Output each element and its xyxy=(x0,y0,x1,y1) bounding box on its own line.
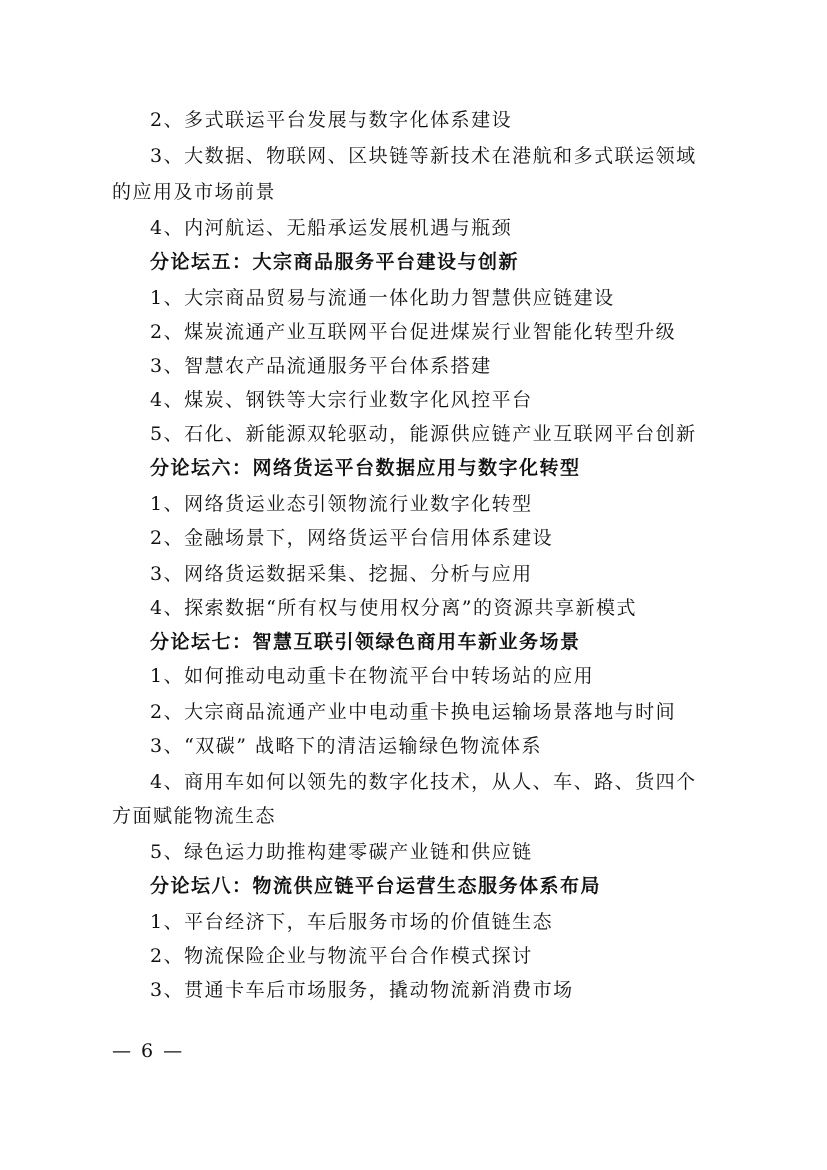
text-line: 4、煤炭、钢铁等大宗行业数字化风控平台 xyxy=(150,389,533,411)
text-line: 3、贯通卡车后市场服务，撬动物流新消费市场 xyxy=(150,979,574,1001)
text-line: 2、金融场景下，网络货运平台信用体系建设 xyxy=(150,527,554,549)
text-line: 1、网络货运业态引领物流行业数字化转型 xyxy=(150,493,533,515)
text-line: 3、网络货运数据采集、挖掘、分析与应用 xyxy=(150,563,533,585)
text-line: 3、大数据、物联网、区块链等新技术在港航和多式联运领域 xyxy=(150,145,697,167)
text-line: 4、商用车如何以领先的数字化技术，从人、车、路、货四个 xyxy=(150,771,697,793)
text-line: 5、石化、新能源双轮驱动，能源供应链产业互联网平台创新 xyxy=(150,423,697,445)
text-line: 3、智慧农产品流通服务平台体系搭建 xyxy=(150,355,492,377)
section-heading: 分论坛六：网络货运平台数据应用与数字化转型 xyxy=(150,457,581,479)
text-line: 1、如何推动电动重卡在物流平台中转场站的应用 xyxy=(150,665,595,687)
text-line: 的应用及市场前景 xyxy=(112,181,277,203)
section-heading: 分论坛七：智慧互联引领绿色商用车新业务场景 xyxy=(150,631,581,653)
text-line: 4、内河航运、无船承运发展机遇与瓶颈 xyxy=(150,217,513,239)
text-line: 1、平台经济下，车后服务市场的价值链生态 xyxy=(150,911,554,933)
text-line: 4、探索数据“所有权与使用权分离”的资源共享新模式 xyxy=(150,597,638,619)
text-line: 5、绿色运力助推构建零碳产业链和供应链 xyxy=(150,841,533,863)
text-line: 3、“双碳” 战略下的清洁运输绿色物流体系 xyxy=(150,735,543,757)
text-line: 方面赋能物流生态 xyxy=(112,805,277,827)
page-number: — 6 — xyxy=(112,1040,185,1062)
text-line: 2、大宗商品流通产业中电动重卡换电运输场景落地与时间 xyxy=(150,701,677,723)
section-heading: 分论坛八：物流供应链平台运营生态服务体系布局 xyxy=(150,875,602,897)
text-line: 2、多式联运平台发展与数字化体系建设 xyxy=(150,109,513,131)
text-line: 1、大宗商品贸易与流通一体化助力智慧供应链建设 xyxy=(150,287,615,309)
section-heading: 分论坛五：大宗商品服务平台建设与创新 xyxy=(150,251,520,273)
text-line: 2、物流保险企业与物流平台合作模式探讨 xyxy=(150,945,533,967)
text-line: 2、煤炭流通产业互联网平台促进煤炭行业智能化转型升级 xyxy=(150,321,677,343)
